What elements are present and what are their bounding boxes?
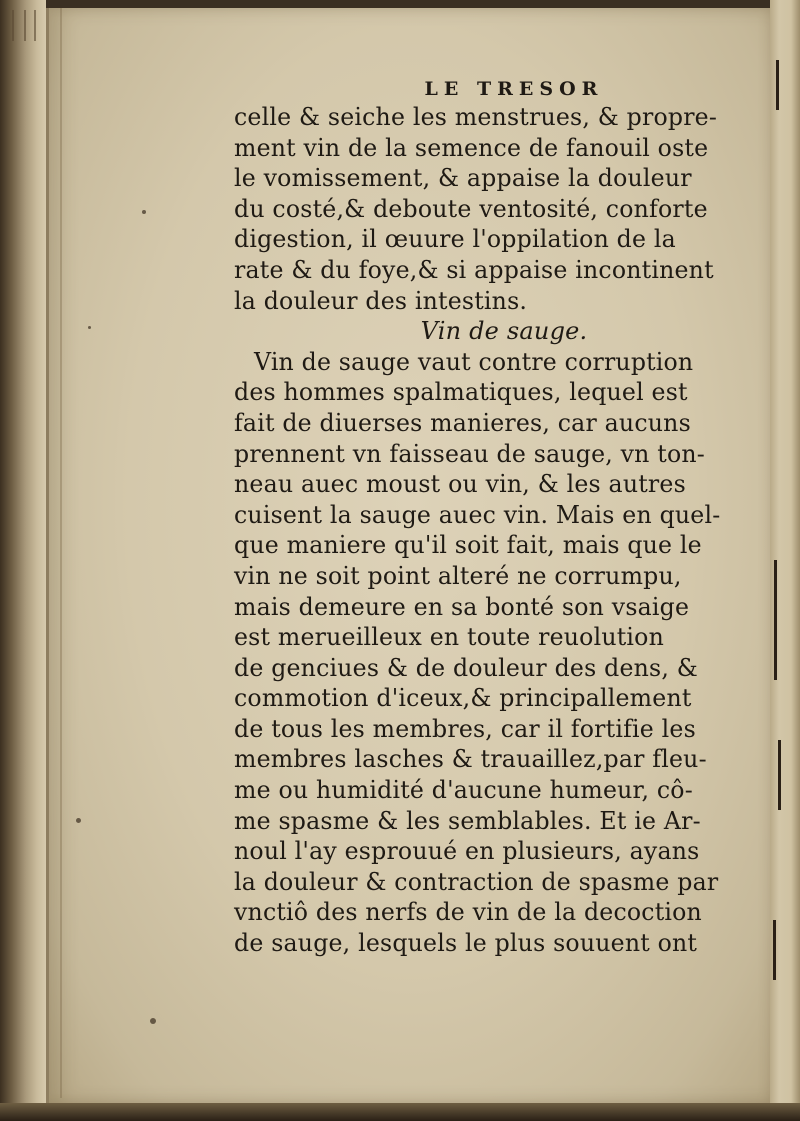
text-line: des hommes spalmatiques, lequel est — [234, 378, 688, 407]
running-head: LE TRESOR — [424, 78, 604, 100]
text-line: de tous les membres, car il fortifie les — [234, 714, 696, 743]
text-line: vnctiô des nerfs de vin de la decoction — [234, 898, 702, 927]
text-line: celle & seiche les menstrues, & propre- — [234, 103, 718, 131]
page-right-edge — [770, 0, 800, 1121]
text-line: est merueilleux en toute reuolution — [234, 623, 665, 652]
book-bottom-edge — [0, 1103, 800, 1121]
page-text — [234, 76, 734, 959]
text-line: le vomissement, & appaise la douleur — [234, 164, 692, 193]
ink-speck — [150, 1018, 156, 1024]
text-line: vin ne soit point alteré ne corrumpu, — [234, 561, 682, 590]
text-line: rate & du foye,& si appaise incontinent — [234, 255, 714, 284]
text-line: du costé,& deboute ventosité, conforte — [234, 194, 708, 223]
ink-speck — [88, 326, 91, 329]
ink-speck — [142, 210, 146, 214]
text-line: neau auec moust ou vin, & les autres — [234, 470, 686, 499]
text-line: mais demeure en sa bonté son vsaige — [234, 592, 690, 621]
text-line: fait de diuerses manieres, car aucuns — [234, 408, 691, 437]
text-line: commotion d'iceux,& principallement — [234, 684, 692, 713]
text-line: me spasme & les semblables. Et ie Ar- — [234, 806, 701, 835]
text-line: que maniere qu'il soit fait, mais que le — [234, 531, 702, 560]
page-fold — [60, 8, 62, 1098]
ink-speck — [76, 818, 81, 823]
book-spine-edge — [0, 0, 46, 1121]
text-line: membres lasches & trauaillez,par fleu- — [234, 745, 707, 774]
text-line: la douleur & contraction de spasme par — [234, 867, 719, 896]
text-line: la douleur des intestins. — [234, 286, 528, 315]
text-line: noul l'ay esprouué en plusieurs, ayans — [234, 837, 700, 866]
text-line: cuisent la sauge auec vin. Mais en quel- — [234, 500, 721, 529]
text-line: Vin de sauge vaut contre corruption — [254, 347, 694, 376]
section-heading: Vin de sauge. — [420, 317, 588, 346]
text-line: prennent vn faisseau de sauge, vn ton- — [234, 439, 705, 468]
text-line: ment vin de la semence de fanouil oste — [234, 133, 709, 162]
text-line: digestion, il œuure l'oppilation de la — [234, 225, 676, 254]
text-line: de genciues & de douleur des dens, & — [234, 653, 698, 682]
text-line: de sauge, lesquels le plus souuent ont — [234, 929, 698, 958]
text-line: me ou humidité d'aucune humeur, cô- — [234, 776, 693, 805]
